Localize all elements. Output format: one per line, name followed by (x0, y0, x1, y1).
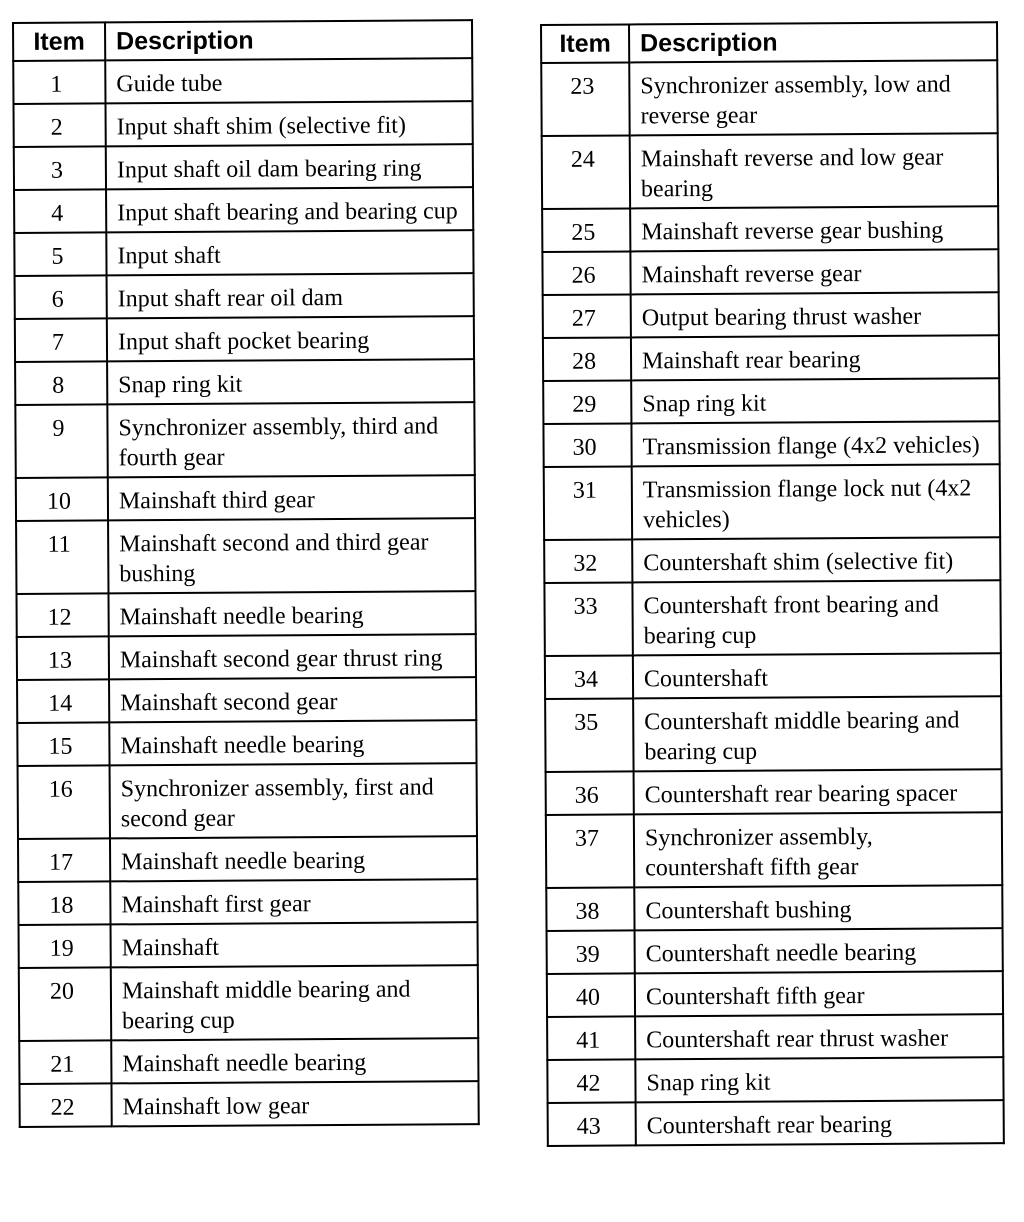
table-row (546, 885, 1002, 931)
item-number: 43 (548, 1102, 636, 1146)
table-row (19, 922, 478, 968)
item-number: 10 (16, 477, 108, 521)
table-row (17, 634, 476, 680)
table-row (15, 402, 474, 478)
item-number: 33 (544, 582, 632, 656)
header-row (541, 22, 997, 63)
item-description: Mainshaft second gear (109, 677, 476, 722)
item-number: 24 (542, 135, 630, 209)
item-description: Transmission flange (4x2 vehicles) (631, 421, 999, 466)
item-number: 16 (18, 765, 110, 839)
table-row (542, 133, 998, 209)
table-row (14, 187, 473, 233)
item-number: 34 (545, 655, 633, 699)
item-number: 23 (541, 62, 629, 136)
item-number: 13 (17, 636, 109, 680)
table-row (18, 836, 477, 882)
item-description: Countershaft fifth gear (635, 971, 1003, 1016)
item-description: Mainshaft low gear (111, 1081, 478, 1126)
item-description: Mainshaft rear bearing (631, 335, 999, 380)
item-description: Snap ring kit (107, 359, 474, 404)
table-row (19, 1081, 478, 1127)
item-number: 21 (19, 1040, 111, 1084)
table-row (16, 591, 475, 637)
table-row (541, 60, 997, 136)
item-number: 11 (16, 520, 108, 594)
item-number: 4 (14, 189, 106, 233)
item-number: 9 (15, 404, 107, 478)
table-row (542, 206, 998, 252)
item-description: Snap ring kit (631, 378, 999, 423)
item-description: Transmission flange lock nut (4x2 vehicles) (632, 464, 1000, 539)
item-number: 40 (547, 973, 635, 1017)
table-row (547, 928, 1003, 974)
item-description: Input shaft bearing and bearing cup (106, 187, 473, 232)
item-description: Countershaft middle bearing and bearing cup (633, 696, 1001, 771)
item-number: 2 (14, 103, 106, 147)
parts-table-right (540, 21, 1005, 1147)
item-description: Synchronizer assembly, countershaft fifth gear (634, 812, 1002, 887)
item-description: Snap ring kit (635, 1057, 1003, 1102)
item-description: Mainshaft middle bearing and bearing cup (111, 965, 478, 1040)
item-description: Mainshaft (111, 922, 478, 967)
table-row (17, 677, 476, 723)
item-number: 15 (17, 722, 109, 766)
table-row (548, 1100, 1004, 1146)
item-description: Input shaft rear oil dam (107, 273, 474, 318)
table-row (19, 965, 478, 1041)
table-row (16, 475, 475, 521)
item-description: Input shaft oil dam bearing ring (106, 144, 473, 189)
item-number: 27 (543, 294, 631, 338)
item-column-header: Item (541, 24, 629, 63)
item-description: Synchronizer assembly, third and fourth gear (107, 402, 474, 477)
item-description: Input shaft shim (selective fit) (105, 101, 472, 146)
item-number: 12 (16, 593, 108, 637)
item-description: Mainshaft needle bearing (108, 591, 475, 636)
item-number: 28 (543, 337, 631, 381)
item-number: 29 (543, 380, 631, 424)
table-row (542, 249, 998, 295)
item-number: 42 (547, 1059, 635, 1103)
item-description: Output bearing thrust washer (631, 292, 999, 337)
item-description: Countershaft (633, 653, 1001, 698)
table-row (544, 537, 1000, 583)
item-description: Mainshaft first gear (110, 879, 477, 924)
table-row (546, 812, 1002, 888)
item-number: 3 (14, 146, 106, 190)
table-row (14, 101, 473, 147)
table-row (544, 580, 1000, 656)
table-row (543, 292, 999, 338)
item-number: 31 (544, 466, 632, 540)
item-number: 30 (543, 423, 631, 467)
item-description: Countershaft needle bearing (635, 928, 1003, 973)
table-row (545, 696, 1001, 772)
item-number: 20 (19, 967, 111, 1041)
item-description: Countershaft rear thrust washer (635, 1014, 1003, 1059)
item-description: Mainshaft second and third gear bushing (108, 518, 475, 593)
item-description: Mainshaft reverse gear (630, 249, 998, 294)
table-row (19, 1038, 478, 1084)
item-description: Mainshaft needle bearing (109, 720, 476, 765)
item-number: 35 (545, 698, 633, 772)
table-row (18, 763, 477, 839)
table-row (546, 769, 1002, 815)
item-description: Synchronizer assembly, first and second gear (110, 763, 477, 838)
item-number: 19 (19, 924, 111, 968)
table-row (547, 971, 1003, 1017)
item-description: Mainshaft reverse and low gear bearing (630, 133, 998, 208)
table-row (13, 58, 472, 104)
item-description: Countershaft shim (selective fit) (632, 537, 1000, 582)
item-number: 6 (15, 275, 107, 319)
parts-table-left (12, 19, 480, 1128)
table-row (16, 518, 475, 594)
item-number: 39 (547, 930, 635, 974)
item-number: 17 (18, 838, 110, 882)
item-description: Mainshaft needle bearing (110, 836, 477, 881)
item-number: 32 (544, 539, 632, 583)
item-description: Guide tube (105, 58, 472, 103)
item-column-header: Item (13, 22, 105, 61)
item-description: Synchronizer assembly, low and reverse gear (629, 60, 997, 135)
item-number: 18 (18, 881, 110, 925)
item-number: 26 (542, 251, 630, 295)
table-row (547, 1014, 1003, 1060)
item-description: Countershaft bushing (634, 885, 1002, 930)
description-column-header: Description (105, 20, 472, 60)
item-number: 36 (546, 771, 634, 815)
item-description: Countershaft rear bearing spacer (634, 769, 1002, 814)
item-number: 1 (13, 60, 105, 104)
item-description: Mainshaft reverse gear bushing (630, 206, 998, 251)
item-number: 38 (546, 887, 634, 931)
item-description: Mainshaft second gear thrust ring (109, 634, 476, 679)
item-number: 5 (14, 232, 106, 276)
item-number: 37 (546, 814, 634, 888)
table-row (15, 316, 474, 362)
table-row (545, 653, 1001, 699)
item-number: 8 (15, 361, 107, 405)
item-number: 22 (19, 1083, 111, 1127)
item-description: Input shaft pocket bearing (107, 316, 474, 361)
table-row (17, 720, 476, 766)
header-row (13, 20, 472, 61)
item-number: 41 (547, 1016, 635, 1060)
item-description: Countershaft rear bearing (636, 1100, 1004, 1145)
item-number: 7 (15, 318, 107, 362)
table-row (547, 1057, 1003, 1103)
table-row (15, 359, 474, 405)
table-row (15, 273, 474, 319)
item-number: 14 (17, 679, 109, 723)
item-description: Input shaft (106, 230, 473, 275)
table-row (544, 464, 1000, 540)
table-row (18, 879, 477, 925)
table-row (14, 144, 473, 190)
table-row (14, 230, 473, 276)
table-row (543, 335, 999, 381)
item-description: Countershaft front bearing and bearing cup (632, 580, 1000, 655)
item-description: Mainshaft third gear (108, 475, 475, 520)
table-row (543, 378, 999, 424)
table-row (543, 421, 999, 467)
item-number: 25 (542, 208, 630, 252)
description-column-header: Description (629, 22, 997, 62)
item-description: Mainshaft needle bearing (111, 1038, 478, 1083)
